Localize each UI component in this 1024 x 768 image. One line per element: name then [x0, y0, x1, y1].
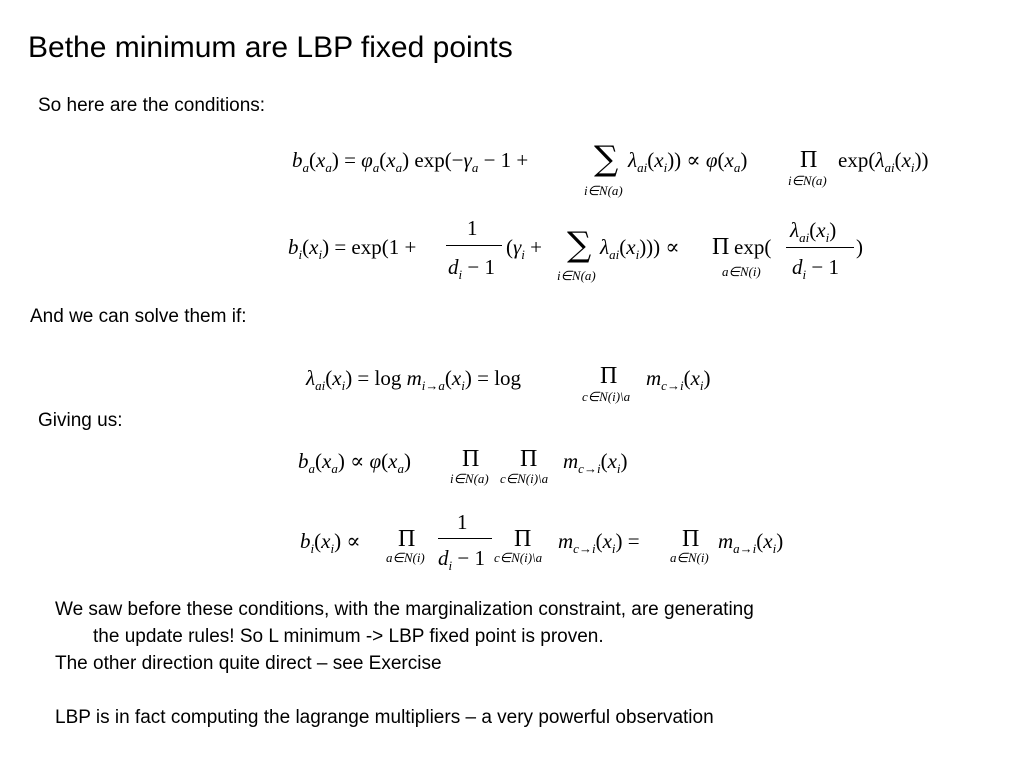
solve-label: And we can solve them if: [30, 306, 247, 327]
bottom-line-4: LBP is in fact computing the lagrange multipliers – a very powerful observation [55, 707, 714, 728]
bottom-line-1: We saw before these conditions, with the marginalization constraint, are generating [55, 599, 754, 620]
bottom-line-2: the update rules! So L minimum -> LBP fixed point is proven. [93, 626, 604, 647]
slide-title: Bethe minimum are LBP fixed points [28, 31, 513, 64]
giving-label: Giving us: [38, 410, 123, 431]
bottom-text-block [55, 596, 754, 731]
conditions-label: So here are the conditions: [38, 95, 266, 116]
bottom-line-3: The other direction quite direct – see Exercise [55, 653, 442, 674]
